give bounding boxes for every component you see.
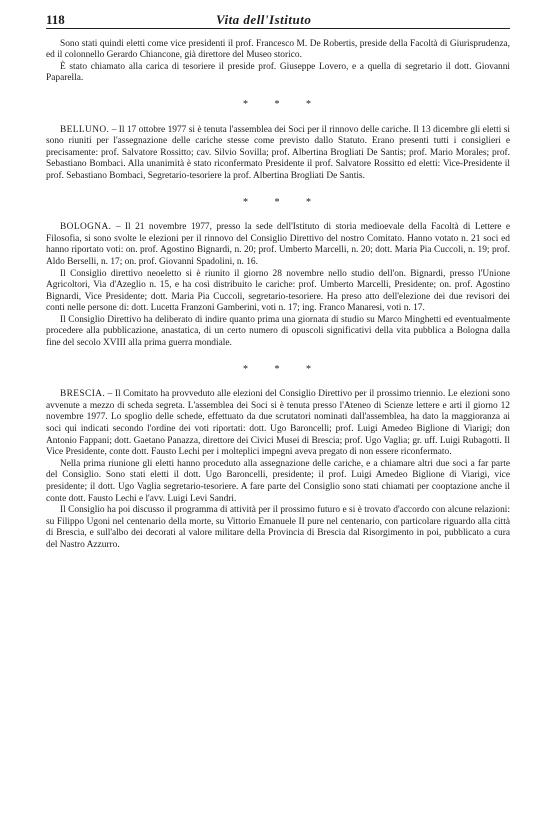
page-number: 118 [46,12,65,27]
section-paragraph: BOLOGNA. – Il 21 novembre 1977, presso la sede dell'Istituto di storia medioevale della Facoltà di Lettere e Filosofia, si sono svolte le elezioni per il rinnovo del Consiglio Direttivo del nostro Comitato. Hanno votato n. 21 soci ed hanno riportato voti: on. prof. Agostino Bignardi, n. 20; prof. Umberto Marcelli, n. 20; dott. Maria Pia Cuccoli, n. 19; prof. Aldo Berselli, n. 17; on. prof. Giovanni Spadolini, n. 16. [46,222,510,267]
section-paragraph: BRESCIA. – Il Comitato ha provveduto alle elezioni del Consiglio Direttivo per il prossimo triennio. Le elezioni sono avvenute a mezzo di scheda segreta. L'assemblea dei Soci si è tenuta presso l'Ateneo di Scienze lettere e arti il giorno 12 novembre 1977. Lo spoglio delle schede, effettuato da due scrutatori nominati dall'assemblea, ha dato la maggioranza ai soci qui indicati secondo l'ordine dei voti riportati: dott. Ugo Baroncelli; prof. Luigi Amedeo Biglione di Viarigi; don Antonio Fappani; dott. Gaetano Panazza, direttore dei Civici Musei di Brescia; prof. Ugo Vaglia; gr. uff. Luigi Rubagotti. Il Vice Presidente, conte dott. Fausto Lechi per i molteplici impegni aveva pregato di non essere riconfermato. [46,389,510,458]
running-header [46,14,510,29]
section-separator: * * * [243,98,323,110]
section-paragraph: BELLUNO. – Il 17 ottobre 1977 si è tenuta l'assemblea dei Soci per il rinnovo delle cariche. Il 13 dicembre gli eletti si sono riuniti per l'assegnazione delle cariche stesse come previsto dallo Statuto. Erano presenti tutti i consiglieri e precisamente: prof. Salvatore Rossitto; cav. Silvio Sovilla; prof. Albertina Brogliati De Santis; prof. Mario Morales; prof. Sebastiano Bombaci. Alla unanimità è stato riconfermato Presidente il prof. Salvatore Rossitto ed eletti: Vice-Presidente il prof. Sebastiano Bombaci, Segretario-tesoriere la prof. Albertina Brogliati De Santis. [46,124,510,181]
city-heading: BRESCIA. [60,389,106,400]
section-separator: * * * [243,196,323,208]
brescia-section [46,389,510,551]
city-heading: BELLUNO. [60,124,110,135]
section-paragraph: Il Consiglio Direttivo ha deliberato di indire quanto prima una giornata di studio su Marco Minghetti ed eventualmente procedere alla pubblicazione, anastatica, di un certo numero di opuscoli significativi della vita pubblica a Bologna dalla fine del secolo XVIII alla prima guerra mondiale. [46,314,510,349]
intro-paragraph: Sono stati quindi eletti come vice presidenti il prof. Francesco M. De Robertis, preside della Facoltà di Giurisprudenza, ed il colonnello Gerardo Chiancone, già direttore del Museo storico. [46,38,510,61]
intro-paragraph: È stato chiamato alla carica di tesoriere il preside prof. Giuseppe Lovero, e a quella di segretario il dott. Giovanni Paparella. [46,61,510,84]
belluno-section [46,125,510,183]
bologna-section [46,222,510,350]
section-paragraph: Il Consiglio direttivo neoeletto si è riunito il giorno 28 novembre nello studio dell'on. Bignardi, presso l'Unione Agricoltori, Via d'Azeglio n. 15, e ha così distribuito le cariche: prof. Umberto Marcelli, Presidente; on. prof. Agostino Bignardi, Vice Presidente; dott. Maria Pia Cuccoli, segretario-tesoriere. Ha preso atto dell'elezione dei due revisori dei conti nelle persone di: dott. Lucetta Franzoni Gamberini, voti n. 17; ing. Franco Manaresi, voti n. 17. [46,268,510,314]
section-paragraph: Nella prima riunione gli eletti hanno proceduto alla assegnazione delle cariche, e a chiamare altri due soci a far parte del Consiglio. Sono stati eletti il dott. Ugo Baroncelli, presidente; il prof. Luigi Amedeo Biglione di Viarigi, vice presidente; il dott. Ugo Vaglia segretario-tesoriere. A fare parte del Consiglio sono stati chiamati per cooptazione anche il conte dott. Fausto Lechi e l'avv. Luigi Levi Sandri. [46,458,510,504]
city-heading: BOLOGNA. [60,222,112,233]
section-paragraph: Il Consiglio ha poi discusso il programma di attività per il prossimo futuro e si è trovato d'accordo con alcune relazioni: su Filippo Ugoni nel centenario della morte, su Vittorio Emanuele II pure nel centenario, con particolare riguardo alla città di Brescia, e sull'albo dei decorati al valore militare della Provincia di Brescia dal Risorgimento in poi, pubblicato a cura del Nastro Azzurro. [46,505,510,550]
running-title: Vita dell'Istituto [216,12,312,27]
section-separator: * * * [243,363,323,375]
intro-section [46,39,510,85]
